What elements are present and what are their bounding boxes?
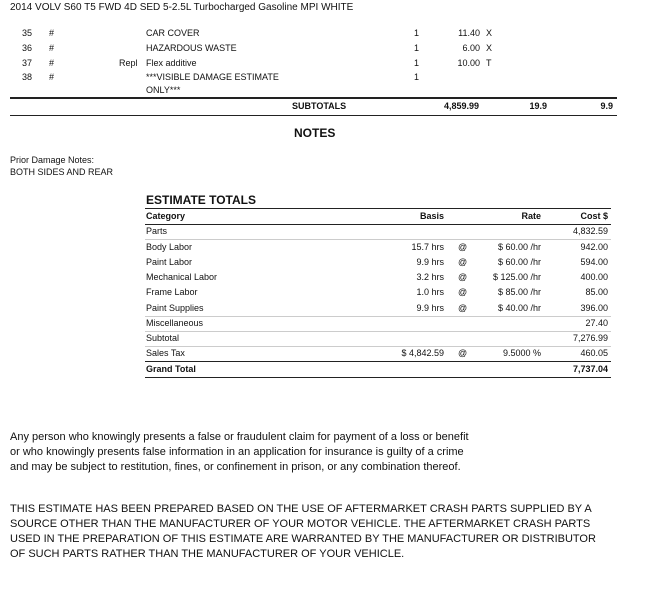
description: HAZARDOUS WASTE [146, 43, 237, 53]
row-cost: 396.00 [580, 303, 608, 313]
row-cost: 85.00 [585, 287, 608, 297]
estimate-totals-title: ESTIMATE TOTALS [146, 193, 256, 207]
subtotals-divider [10, 97, 617, 99]
subtotals-paint: 9.9 [600, 101, 613, 111]
grand-total-row [145, 363, 611, 378]
prior-damage-value: BOTH SIDES AND REAR [10, 167, 114, 177]
subtotals-labor: 19.9 [529, 101, 547, 111]
row-cost: 7,737.04 [572, 364, 608, 374]
row-rate: 9.5000 % [502, 348, 541, 358]
table-row [145, 317, 611, 332]
row-rate: $ 125.00 /hr [492, 272, 541, 282]
row-basis: 3.2 hrs [416, 272, 444, 282]
tax-flag: X [486, 43, 493, 53]
modifier: Repl [119, 58, 138, 68]
fraud-notice: Any person who knowingly presents a false or fraudulent claim for payment of a loss or benefit or who knowingly presents false information in an application for insurance is guilty of a crime and may be subject to restitution, fines, or confinement in prison, or any combination thereof. [10, 431, 469, 473]
subtotals-bottom-rule [10, 115, 617, 116]
table-row [145, 271, 611, 286]
row-basis: 9.9 hrs [416, 303, 444, 313]
row-rate: $ 60.00 /hr [497, 257, 541, 267]
row-basis: 1.0 hrs [416, 287, 444, 297]
description: ***VISIBLE DAMAGE ESTIMATE [146, 72, 279, 82]
line-number: 35 [22, 28, 33, 38]
estimate-totals-header [145, 210, 611, 225]
grand-total-rule [145, 361, 611, 362]
row-at: @ [458, 272, 468, 282]
row-at: @ [458, 348, 468, 358]
vehicle-title: 2014 VOLV S60 T5 FWD 4D SED 5-2.5L Turbocharged Gasoline MPI WHITE [10, 2, 354, 13]
header-category: Category [146, 211, 186, 221]
quantity: 1 [414, 72, 420, 82]
quantity: 1 [414, 28, 420, 38]
table-row [145, 302, 611, 317]
row-at: @ [458, 287, 468, 297]
description: Flex additive [146, 58, 197, 68]
row-cost: 7,276.99 [572, 333, 608, 343]
row-category: Parts [146, 226, 168, 236]
prior-damage-label: Prior Damage Notes: [10, 155, 95, 165]
notes-title: NOTES [294, 126, 336, 140]
row-category: Frame Labor [146, 287, 198, 297]
estimate-totals-top-rule [145, 208, 611, 209]
row-category: Sales Tax [146, 348, 185, 358]
line-number: 36 [22, 43, 33, 53]
row-category: Mechanical Labor [146, 272, 218, 282]
line-number: 38 [22, 72, 33, 82]
table-row [145, 241, 611, 256]
operation: # [49, 28, 55, 38]
row-category: Miscellaneous [146, 318, 204, 328]
row-cost: 400.00 [580, 272, 608, 282]
line-item-row [0, 58, 665, 73]
row-cost: 27.40 [585, 318, 608, 328]
quantity: 1 [414, 58, 420, 68]
subtotals-parts: 4,859.99 [443, 101, 479, 111]
row-basis: $ 4,842.59 [401, 348, 444, 358]
tax-flag: X [486, 28, 493, 38]
row-category: Grand Total [146, 364, 196, 374]
row-at: @ [458, 257, 468, 267]
tax-flag: T [486, 58, 492, 68]
operation: # [49, 72, 55, 82]
aftermarket-notice: THIS ESTIMATE HAS BEEN PREPARED BASED ON THE USE OF AFTERMARKET CRASH PARTS SUPPLIED BY A SOURCE OTHER THAN THE MANUFACTURER OF YOUR MOTOR VEHICLE. THE AFTERMARKET CRASH PARTS USED IN THE PREPARATION OF THIS ESTIMATE ARE WARRANTED BY THE MANUFACTURER OR DISTRIBUTOR OF SUCH PARTS RATHER THAN THE MANUFACTURER OF YOUR VEHICLE. [10, 503, 596, 560]
price: 10.00 [457, 58, 480, 68]
row-category: Paint Supplies [146, 303, 204, 313]
row-divider [145, 239, 611, 240]
row-rate: $ 60.00 /hr [497, 242, 541, 252]
line-item-row [0, 28, 665, 43]
row-at: @ [458, 242, 468, 252]
line-item-row [0, 72, 665, 95]
line-item-row [0, 43, 665, 58]
description-continued: ONLY*** [146, 85, 181, 95]
table-row [145, 332, 611, 347]
price: 6.00 [462, 43, 480, 53]
row-category: Subtotal [146, 333, 180, 343]
description: CAR COVER [146, 28, 200, 38]
row-cost: 594.00 [580, 257, 608, 267]
table-row [145, 225, 611, 240]
row-rate: $ 85.00 /hr [497, 287, 541, 297]
row-cost: 942.00 [580, 242, 608, 252]
row-rate: $ 40.00 /hr [497, 303, 541, 313]
table-row [145, 256, 611, 271]
operation: # [49, 43, 55, 53]
subtotals-label: SUBTOTALS [292, 101, 347, 111]
row-basis: 15.7 hrs [411, 242, 444, 252]
estimate-totals-bottom-rule [145, 377, 611, 378]
quantity: 1 [414, 43, 420, 53]
row-category: Body Labor [146, 242, 193, 252]
table-row [145, 286, 611, 301]
line-number: 37 [22, 58, 33, 68]
table-row [145, 347, 611, 362]
row-at: @ [458, 303, 468, 313]
header-rate: Rate [521, 211, 541, 221]
header-basis: Basis [419, 211, 444, 221]
row-cost: 460.05 [580, 348, 608, 358]
price: 11.40 [458, 28, 480, 38]
row-cost: 4,832.59 [572, 226, 608, 236]
row-basis: 9.9 hrs [416, 257, 444, 267]
operation: # [49, 58, 55, 68]
row-category: Paint Labor [146, 257, 193, 267]
header-cost: Cost $ [580, 211, 608, 221]
